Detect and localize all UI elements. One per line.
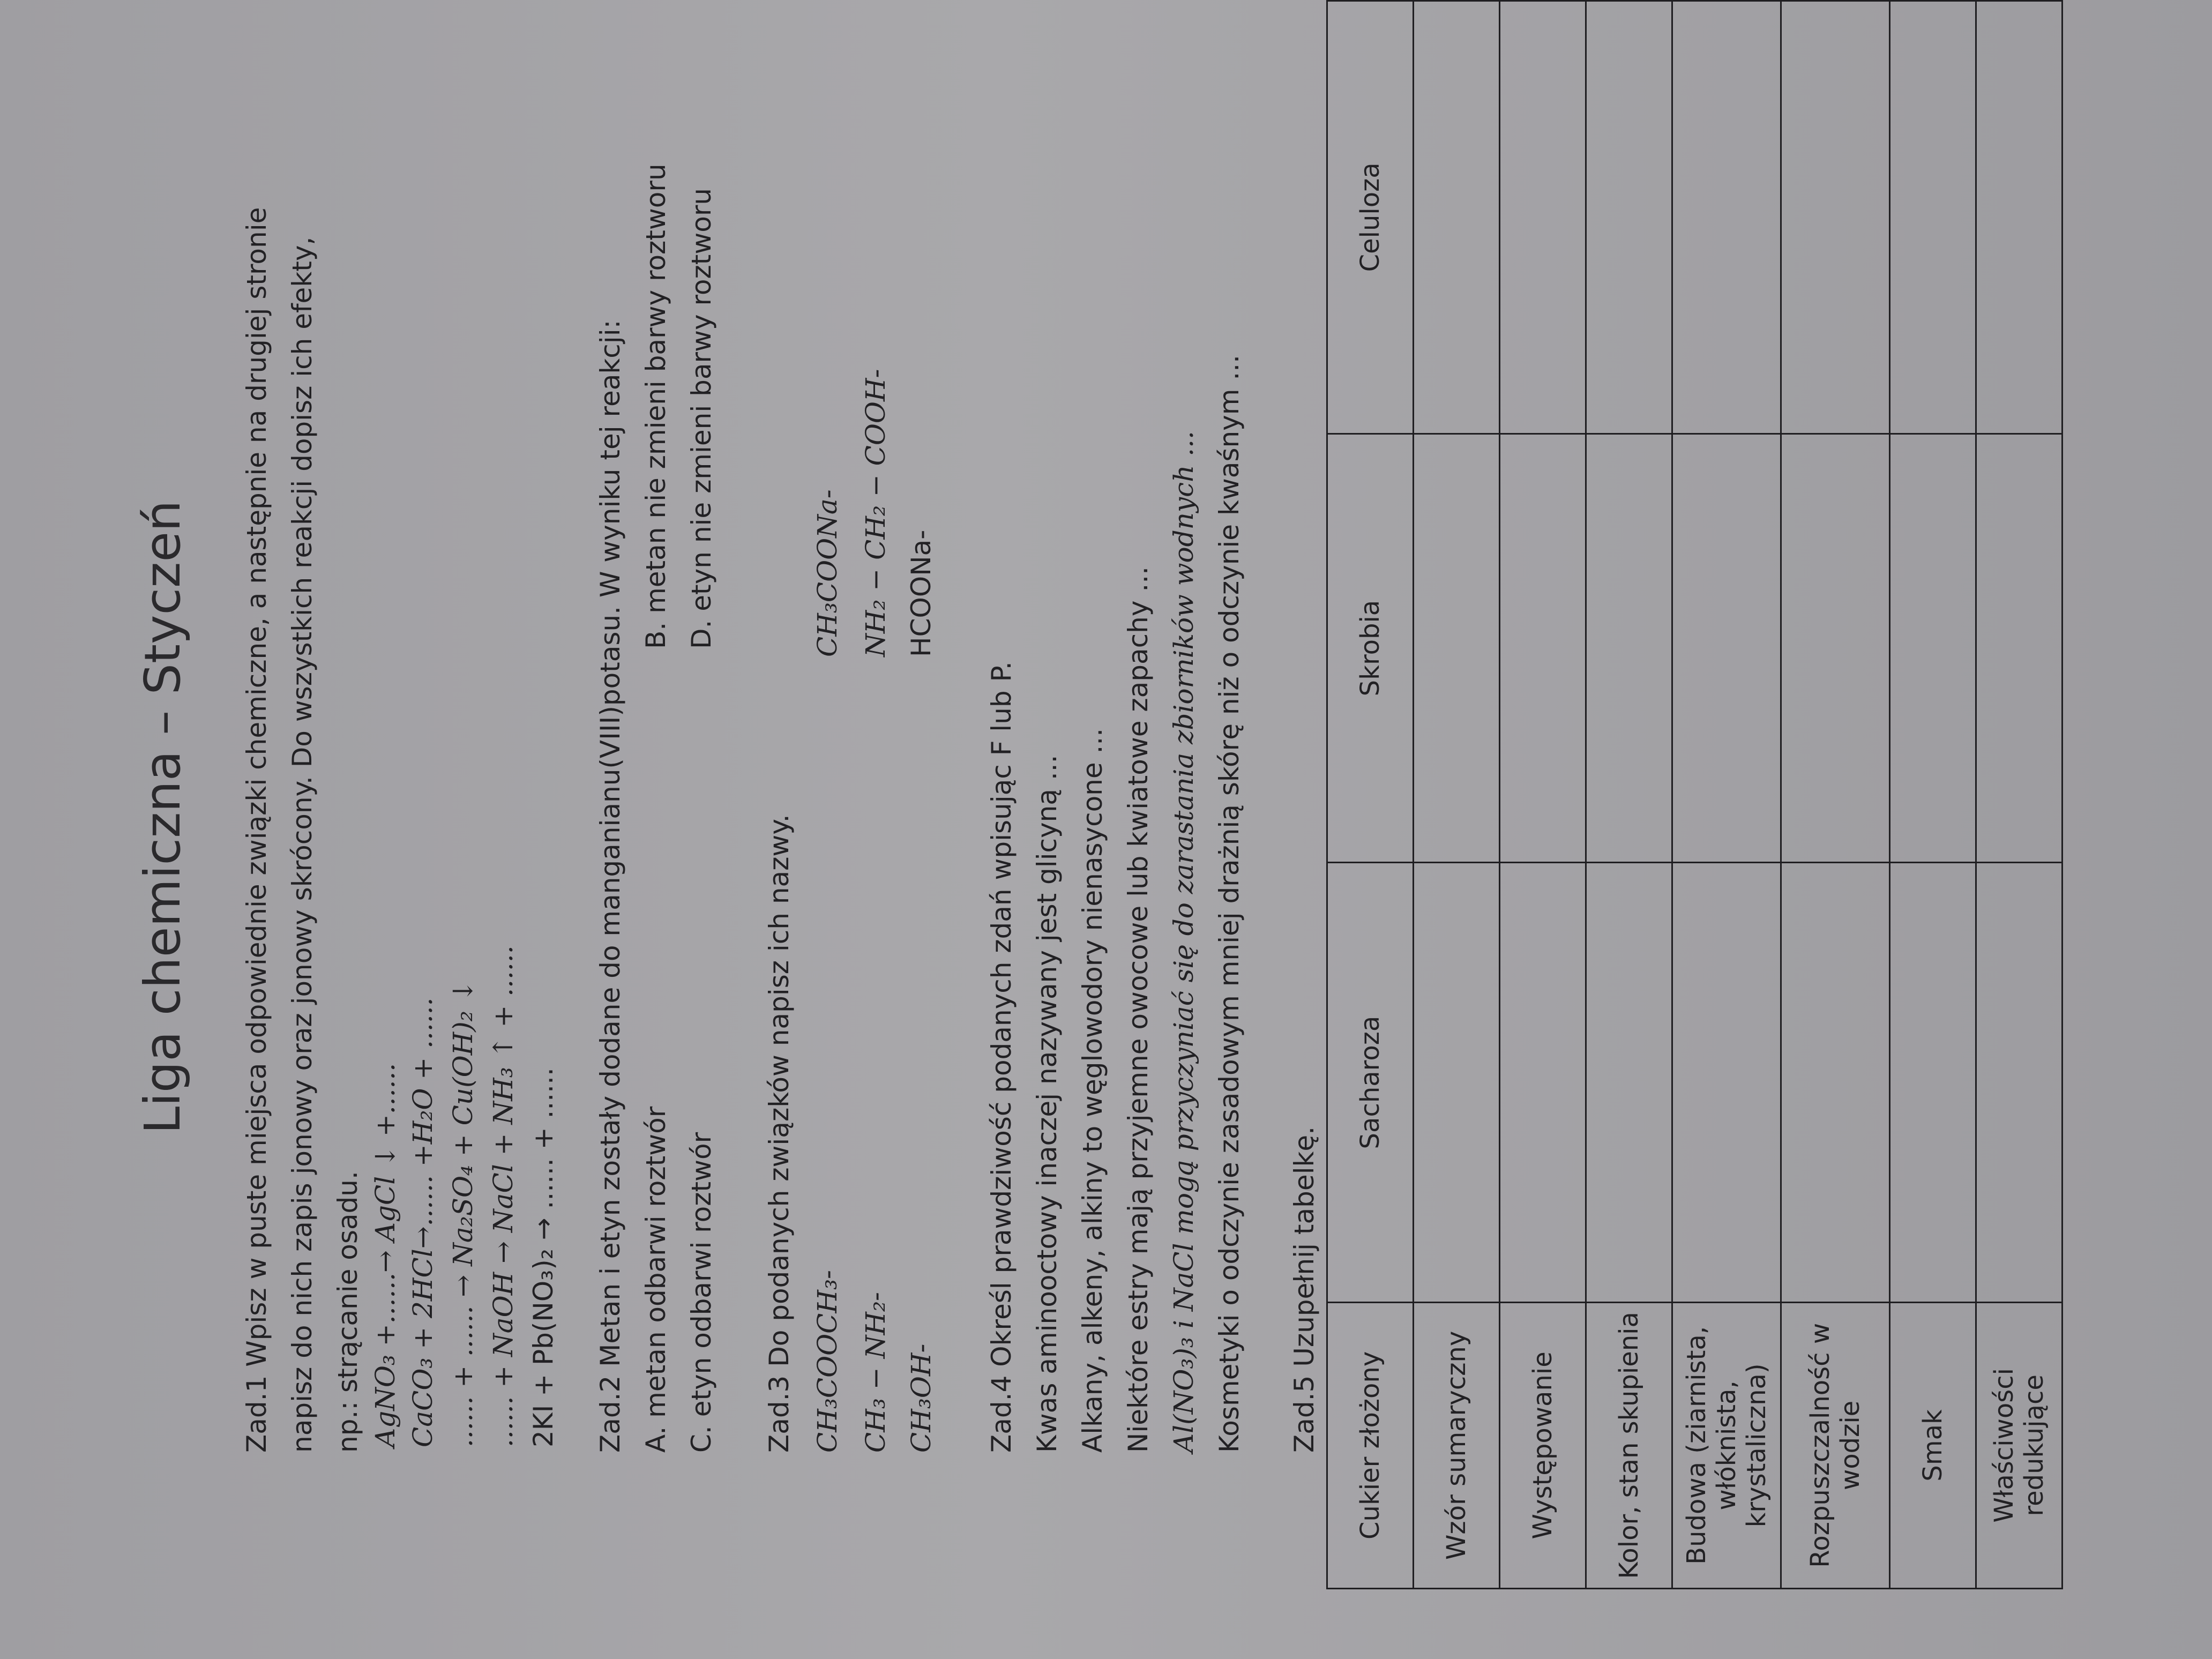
table-row [1500, 1, 1586, 1589]
table-header-cell: Skrobia [1327, 434, 1414, 863]
zad4-item-1: Kwas aminooctowy inaczej nazywany jest glicyną ... [1032, 754, 1063, 1453]
zad1-line2: napisz do nich zapis jonowy oraz jonowy skrócony. Do wszystkich reakcji dopisz ich efekty, [287, 236, 318, 1453]
zad1-reaction-5: 2KI + Pb(NO₃)₂ → ...... + ...... [528, 1067, 559, 1447]
table-cell [1414, 863, 1500, 1302]
table-row [1976, 1, 2062, 1589]
zad1-reaction-3: ...... + ...... → Na₂SO₄ + Cu(OH)₂ ↓ [447, 980, 479, 1447]
zad2-option-c: C. etyn odbarwi roztwór [686, 1132, 717, 1453]
table-cell [1976, 434, 2062, 863]
zad3-left-2: CH₃ − NH₂- [860, 1292, 891, 1453]
table-header-cell: Cukier złożony [1327, 1302, 1414, 1588]
zad3-left-3: CH₃OH- [906, 1343, 937, 1453]
table-cell [1890, 434, 1976, 863]
table-cell [1781, 434, 1890, 863]
table-row [1890, 1, 1976, 1589]
table-row-label: Występowanie [1500, 1302, 1586, 1588]
table-row-label: Wzór sumaryczny [1414, 1302, 1500, 1588]
zad5-intro: Zad.5 Uzupełnij tabelkę. [1289, 1126, 1320, 1453]
table-cell [1781, 1, 1890, 434]
zad3-left-1: CH₃COOCH₃- [812, 1270, 843, 1453]
table-row [1672, 1, 1781, 1589]
zad1-reaction-4: ...... + NaOH → NaCl + NH₃ ↑ + ...... [488, 945, 519, 1447]
zad2-option-a: A. metan odbarwi roztwór [640, 1106, 671, 1453]
table-cell [1500, 1, 1586, 434]
table-cell [1414, 1, 1500, 434]
zad2-option-d: D. etyn nie zmieni barwy roztworu [686, 188, 717, 649]
table-cell [1586, 434, 1672, 863]
table-cell [1672, 1, 1781, 434]
table-row-label: Właściwości redukujące [1976, 1302, 2062, 1588]
zad4-item-3: Niektóre estry mają przyjemne owocowe lub kwiatowe zapachy ... [1123, 566, 1154, 1453]
table-cell [1586, 1, 1672, 434]
zad4-item-2: Alkany, alkeny, alkiny to węglowodory nienasycone ... [1077, 728, 1108, 1453]
zad2-intro: Zad.2 Metan i etyn zostały dodane do manganianu(VIII)potasu. W wyniku tej reakcji: [595, 319, 626, 1453]
table-cell [1781, 863, 1890, 1302]
zad1-reaction-1: AgNO₃ +......→ AgCl ↓ +...... [370, 1063, 401, 1447]
zad2-option-b: B. metan nie zmieni barwy roztworu [640, 163, 671, 649]
zad1-reaction-2: CaCO₃ + 2HCl→...... +H₂O + ...... [407, 997, 438, 1447]
table-row [1781, 1, 1890, 1589]
table-row-label: Smak [1890, 1302, 1976, 1588]
table-cell [1500, 434, 1586, 863]
page-title: Liga chemiczna – Styczeń [134, 500, 191, 1134]
zad4-item-4: Al(NO₃)₃ i NaCl mogą przyczyniać się do zarastania zbiorników wodnych ... [1168, 431, 1199, 1453]
table-row-label: Rozpuszczalność w wodzie [1781, 1302, 1890, 1588]
sugar-table [1326, 0, 2063, 1589]
table-cell [1976, 863, 2062, 1302]
table-header-cell: Celuloza [1327, 1, 1414, 434]
table-row [1414, 1, 1500, 1589]
table-header-row [1327, 1, 1414, 1589]
zad3-intro: Zad.3 Do podanych związków napisz ich nazwy. [764, 814, 795, 1453]
zad1-line1: Zad.1 Wpisz w puste miejsca odpowiednie związki chemiczne, a następnie na drugiej stronie [241, 207, 272, 1453]
table-row [1586, 1, 1672, 1589]
table-row-label: Budowa (ziarnista, włóknista, krystaliczna) [1672, 1302, 1781, 1588]
table-cell [1672, 434, 1781, 863]
zad1-line3: np.: strącanie osadu. [332, 1171, 363, 1453]
table-cell [1890, 863, 1976, 1302]
zad3-right-1: CH₃COONa- [812, 489, 843, 657]
table-cell [1414, 434, 1500, 863]
table-cell [1586, 863, 1672, 1302]
table-cell [1890, 1, 1976, 434]
table-cell [1976, 1, 2062, 434]
table-header-cell: Sacharoza [1327, 863, 1414, 1302]
table-cell [1672, 863, 1781, 1302]
zad4-intro: Zad.4 Określ prawdziwość podanych zdań wpisując F lub P. [986, 661, 1017, 1453]
table-cell [1500, 863, 1586, 1302]
zad3-right-3: HCOONa- [906, 529, 937, 657]
table-row-label: Kolor, stan skupienia [1586, 1302, 1672, 1588]
zad3-right-2: NH₂ − CH₂ − COOH- [860, 369, 891, 657]
zad4-item-5: Kosmetyki o odczynie zasadowym mniej drażnią skórę niż o odczynie kwaśnym ... [1214, 354, 1245, 1453]
